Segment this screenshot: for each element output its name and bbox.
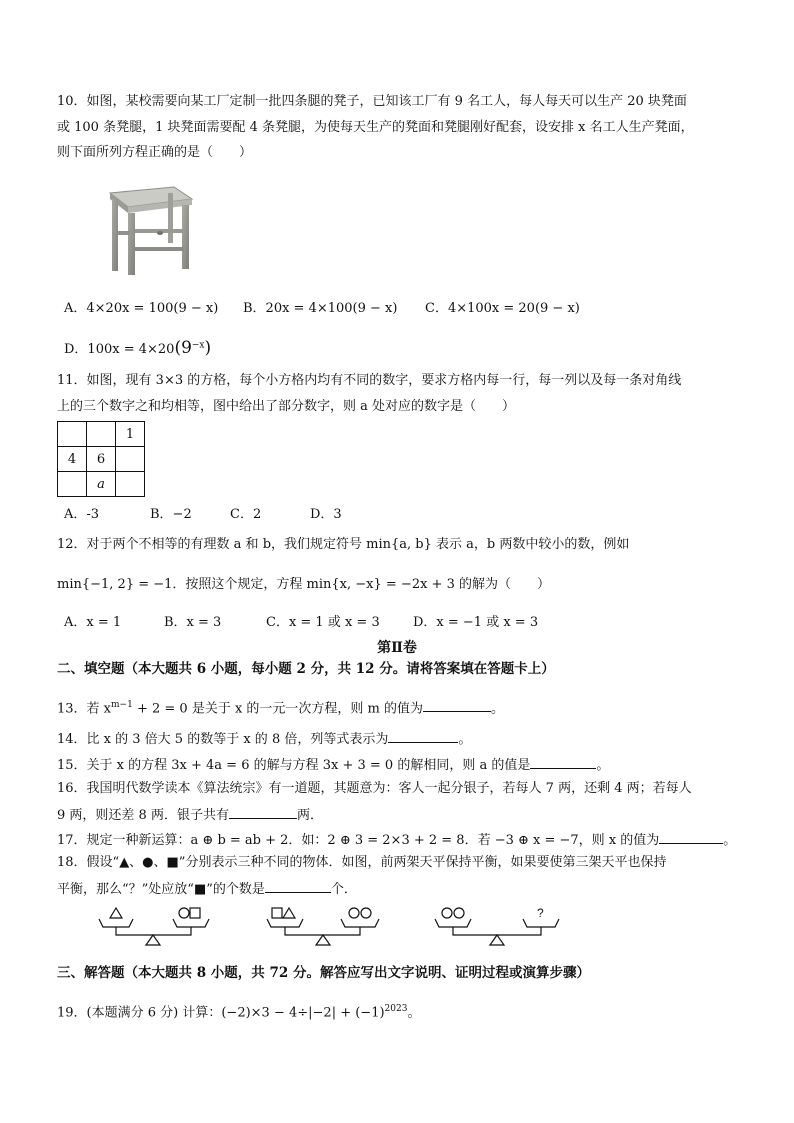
q10-option-d-paren: (9: [174, 338, 192, 358]
q15-end: 。: [596, 758, 610, 773]
grid-cell: [58, 472, 87, 497]
q10-option-d-prefix: D．100x = 4×20: [64, 342, 175, 357]
grid-cell: 6: [87, 447, 116, 472]
q10-line1: 10．如图，某校需要向某工厂定制一批四条腿的凳子，已知该工厂有 9 名工人，每人每天可以生产 20 块凳面: [57, 94, 687, 109]
magic-square-grid: [57, 421, 145, 497]
q10-option-d: [64, 338, 211, 358]
scale-question-mark: ?: [537, 906, 544, 920]
triangle-object: [283, 908, 295, 918]
grid-cell: [116, 472, 145, 497]
q10-line3: 则下面所列方程正确的是（ ）: [57, 145, 253, 160]
balance-scales-figure: [95, 905, 565, 955]
q18-line1: 18．假设“▲、●、■”分别表示三种不同的物体．如图，前两架天平保持平衡，如果要使第三架天平也保持: [57, 855, 667, 870]
q11-option-a: A．-3: [64, 507, 100, 522]
q18-line2-suffix: 个．: [330, 882, 357, 897]
q13-body: + 2 = 0 是关于 x 的一元一次方程，则 m 的值为: [132, 701, 424, 717]
q13-answer-blank[interactable]: [423, 697, 491, 712]
q18-answer-blank[interactable]: [265, 878, 331, 893]
q17-end: 。: [723, 833, 737, 848]
q19-end: 。: [407, 1005, 421, 1021]
grid-cell: a: [87, 472, 116, 497]
q11-option-b: B．−2: [150, 507, 192, 522]
q16-line2: [57, 804, 323, 826]
q11-option-c: C．2: [230, 507, 262, 522]
stool-image: [104, 185, 196, 277]
q13-prefix: 13．若 x: [57, 701, 112, 717]
q11-line2: 上的三个数字之和均相等，图中给出了部分数字，则 a 处对应的数字是（ ）: [57, 399, 516, 414]
q11-line1: 11．如图，现有 3×3 的方格，每个小方格内均有不同的数字，要求方格内每一行，每一列以及每一条对角线: [57, 373, 682, 388]
fulcrum-triangle: [490, 935, 504, 945]
q15-text: 15．关于 x 的方程 3x + 4a = 6 的解与方程 3x + 3 = 0 的解相同，则 a 的值是: [57, 758, 531, 773]
fulcrum-triangle: [316, 935, 330, 945]
circle-object: [179, 908, 189, 918]
q13-end: 。: [491, 701, 505, 717]
q11-option-d: D．3: [310, 507, 342, 522]
q12-line2: min{−1, 2} = −1．按照这个规定，方程 min{x, −x} = −2x + 3 的解为（ ）: [57, 577, 550, 592]
q15: [57, 754, 609, 776]
q14: [57, 728, 471, 750]
triangle-object: [110, 908, 122, 918]
q17: [57, 829, 736, 851]
q14-text: 14．比 x 的 3 倍大 5 的数等于 x 的 8 倍，列等式表示为: [57, 732, 389, 747]
q15-answer-blank[interactable]: [530, 754, 596, 769]
q12-option-b: B．x = 3: [164, 615, 222, 630]
q19-text: 19．(本题满分 6 分) 计算：(−2)×3 − 4÷|−2| + (−1): [57, 1005, 385, 1021]
grid-cell: 4: [58, 447, 87, 472]
q10-option-d-close: ): [204, 338, 212, 358]
q14-answer-blank[interactable]: [388, 728, 458, 743]
q19: [57, 999, 420, 1023]
circle-object: [349, 908, 359, 918]
section-2-title: 第Ⅱ卷: [377, 640, 417, 656]
q10-option-c: C．4×100x = 20(9 − x): [425, 301, 580, 316]
grid-cell: [116, 447, 145, 472]
q18-line2-prefix: 平衡，那么“？”处应放“■”的个数是: [57, 882, 265, 897]
circle-object: [454, 908, 464, 918]
q10-option-b: B．20x = 4×100(9 − x): [243, 301, 398, 316]
part-2-heading: 二、填空题（本大题共 6 小题，每小题 2 分，共 12 分。请将答案填在答题卡上）: [57, 661, 555, 677]
q13-exponent: m−1: [111, 700, 133, 710]
q16-line1: 16．我国明代数学读本《算法统宗》有一道题，其题意为：客人一起分银子，若每人 7 两，还剩 4 两；若每人: [57, 781, 692, 796]
grid-row: [58, 447, 145, 472]
balance-scale-2: [267, 908, 379, 945]
q19-exponent: 2023: [384, 1004, 408, 1014]
square-object: [190, 908, 200, 918]
square-object: [272, 908, 282, 918]
grid-cell: [87, 422, 116, 447]
q16-line2-prefix: 9 两，则还差 8 两．银子共有: [57, 808, 229, 823]
circle-object: [442, 908, 452, 918]
q12-option-c: C．x = 1 或 x = 3: [266, 615, 380, 630]
q16-line2-suffix: 两．: [296, 808, 323, 823]
q10-line2: 或 100 条凳腿，1 块凳面需要配 4 条凳腿，为使每天生产的凳面和凳腿刚好配套，设安排 x 名工人生产凳面，: [57, 120, 694, 135]
grid-row: [58, 472, 145, 497]
grid-row: [58, 422, 145, 447]
part-3-heading: 三、解答题（本大题共 8 小题，共 72 分。解答应写出文字说明、证明过程或演算步骤）: [57, 965, 590, 981]
q10-option-d-exponent: −x: [191, 340, 205, 351]
q18-line2: [57, 878, 357, 900]
grid-cell: [58, 422, 87, 447]
q16-answer-blank[interactable]: [229, 804, 297, 819]
circle-object: [361, 908, 371, 918]
q17-answer-blank[interactable]: [659, 829, 723, 844]
q14-end: 。: [458, 732, 472, 747]
balance-scale-1: [99, 908, 209, 945]
q12-line1: 12．对于两个不相等的有理数 a 和 b，我们规定符号 min{a, b} 表示 a，b 两数中较小的数，例如: [57, 537, 630, 552]
q13: [57, 695, 504, 719]
q17-text: 17．规定一种新运算：a ⊕ b = ab + 2．如：2 ⊕ 3 = 2×3 + 2 = 8．若 −3 ⊕ x = −7，则 x 的值为: [57, 833, 660, 848]
grid-cell: 1: [116, 422, 145, 447]
fulcrum-triangle: [146, 935, 160, 945]
q10-option-a: A．4×20x = 100(9 − x): [64, 301, 219, 316]
q12-option-a: A．x = 1: [64, 615, 122, 630]
q12-option-d: D．x = −1 或 x = 3: [413, 615, 539, 630]
